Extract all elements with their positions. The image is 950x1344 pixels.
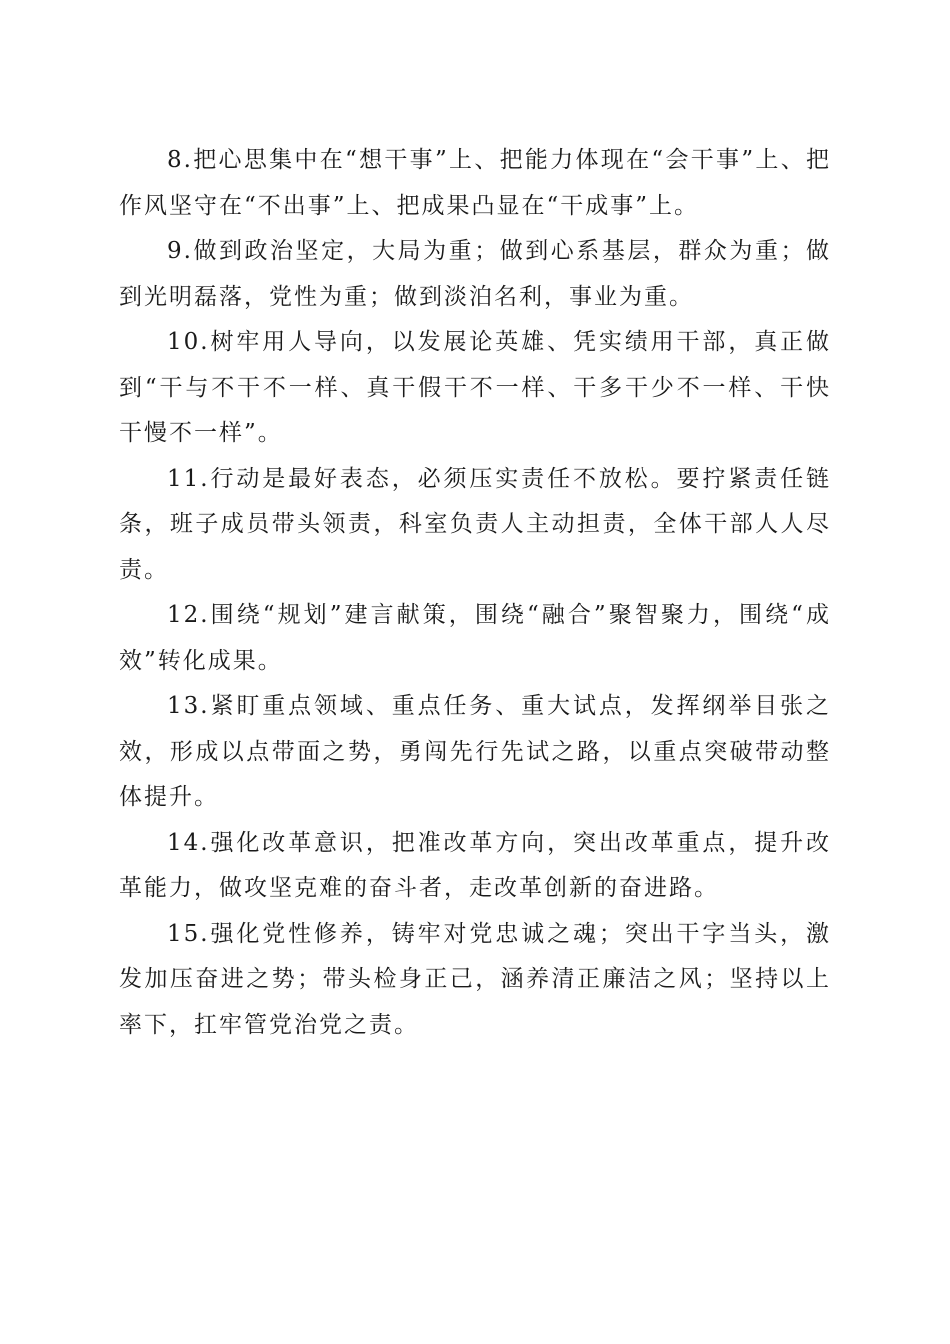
paragraph-11: 11.行动是最好表态，必须压实责任不放松。要拧紧责任链条，班子成员带头领责，科室负责人主动担责，全体干部人人尽责。: [119, 465, 831, 583]
paragraph-15: 15.强化党性修养，铸牢对党忠诚之魂；突出干字当头，激发加压奋进之势；带头检身正己，涵养清正廉洁之风；坚持以上率下，扛牢管党治党之责。: [119, 920, 831, 1038]
paragraph-13: 13.紧盯重点领域、重点任务、重大试点，发挥纲举目张之效，形成以点带面之势，勇闯先行先试之路，以重点突破带动整体提升。: [119, 693, 831, 810]
paragraph-8: 8.把心思集中在“想干事”上、把能力体现在“会干事”上、把作风坚守在“不出事”上、把成果凸显在“干成事”上。: [119, 147, 831, 219]
paragraph-12: 12.围绕“规划”建言献策，围绕“融合”聚智聚力，围绕“成效”转化成果。: [119, 602, 831, 674]
paragraph-14: 14.强化改革意识，把准改革方向，突出改革重点，提升改革能力，做攻坚克难的奋斗者，走改革创新的奋进路。: [119, 829, 831, 901]
paragraph-10: 10.树牢用人导向，以发展论英雄、凭实绩用干部，真正做到“干与不干不一样、真干假干不一样、干多干少不一样、干快干慢不一样”。: [119, 329, 831, 446]
document-body: [119, 138, 831, 1048]
paragraph-9: 9.做到政治坚定，大局为重；做到心系基层，群众为重；做到光明磊落，党性为重；做到淡泊名利，事业为重。: [119, 238, 831, 310]
